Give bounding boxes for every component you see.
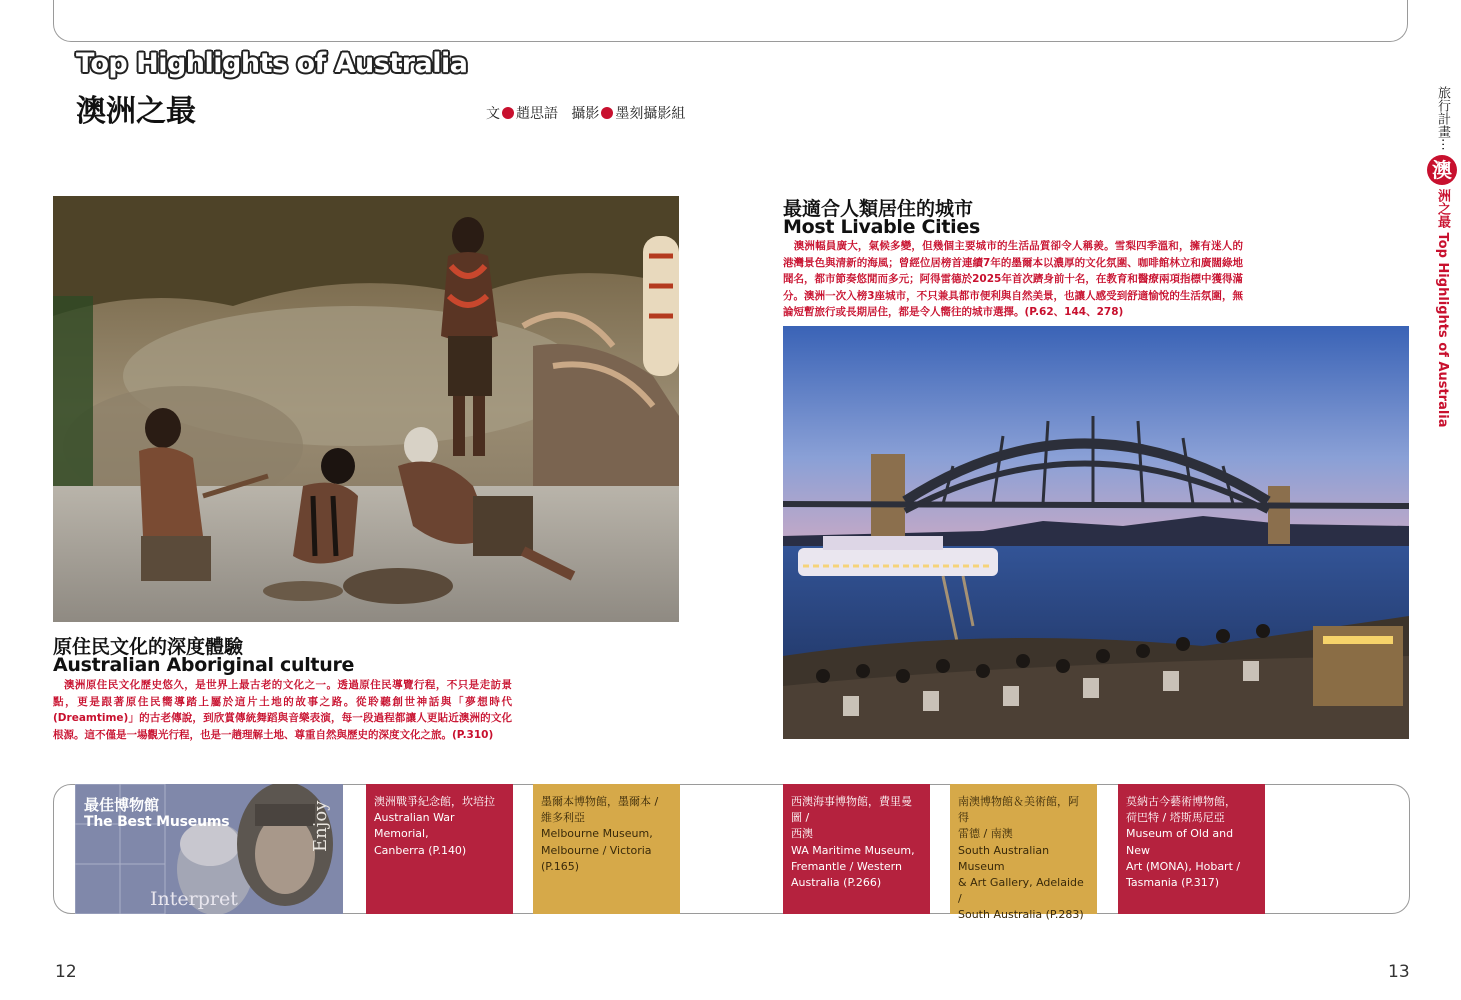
tile-line: Tasmania (P.317) xyxy=(1126,876,1220,890)
livable-heading-en: Most Livable Cities xyxy=(783,216,980,238)
page-title-en: Top Highlights of Australia xyxy=(76,48,468,79)
side-tab-circle: 澳 xyxy=(1427,155,1457,185)
tile-line: 墨爾本博物館，墨爾本 / xyxy=(541,795,659,808)
museums-collage-image xyxy=(75,784,343,914)
livable-body: 澳洲幅員廣大，氣候多變，但幾個主要城市的生活品質卻令人稱羨。雪梨四季溫和，擁有迷人的港灣景色與清新的海風；曾經位居榜首連續7年的墨爾本以濃厚的文化氛圍、咖啡館林立和廣闊綠地聞名，都市節奏悠閒而多元；阿得雷德於2025年首次躋身前十名，在教育和醫療兩項指標中獲得滿分。澳洲一次入榜3座城市，不只兼具都市便利與自然美景，也讓人感受到舒適愉悅的生活氛圍，無論短暫旅行或長期居住，都是令人嚮往的城市選擇。(P.62、144、278) xyxy=(783,240,1243,318)
red-dot-icon xyxy=(502,107,514,119)
credit-text-label: 文 xyxy=(486,106,500,122)
tile-line: 西澳 xyxy=(791,827,813,841)
collage-word-enjoy: Enjoy xyxy=(310,800,331,852)
sydney-harbour-bridge-photo xyxy=(783,326,1409,739)
page-number-left: 12 xyxy=(55,962,77,982)
tile-line: South Australia (P.283) xyxy=(958,908,1084,922)
aboriginal-body: 澳洲原住民文化歷史悠久，是世界上最古老的文化之一。透過原住民導覽行程，不只是走訪景點，更是跟著原住民嚮導踏上屬於這片土地的故事之路。從聆聽創世神話與「夢想時代(Dreamtime)」的古老傳說，到欣賞傳統舞蹈與音樂表演，每一段過程都讓人更貼近澳洲的文化根源。這不僅是一場觀光行程，也是一趟理解土地、尊重自然與歷史的深度文化之旅。(P.310) xyxy=(53,679,512,741)
tile-line: & Art Gallery, Adelaide / xyxy=(958,876,1084,906)
credits xyxy=(486,103,685,123)
tile-line: Fremantle / Western xyxy=(791,859,902,873)
side-tab-label: 旅行計畫⋯ xyxy=(1435,86,1450,151)
tile-line: Melbourne Museum, xyxy=(541,827,653,841)
tile-line: Canberra (P.140) xyxy=(374,843,467,857)
museum-tile-mona xyxy=(1118,784,1265,914)
tile-line: South Australian Museum xyxy=(958,843,1050,873)
museum-tile-melbourne-museum xyxy=(533,784,680,914)
tile-line: 西澳海事博物館，費里曼圖 / xyxy=(791,795,912,825)
tile-line: Melbourne / Victoria xyxy=(541,843,652,857)
side-chapter-tab xyxy=(1427,86,1457,428)
credit-text-author: 趙思語 xyxy=(516,106,558,122)
page-number-right: 13 xyxy=(1388,962,1410,982)
tile-line: Museum of Old and New xyxy=(1126,827,1234,857)
tile-line: Art (MONA), Hobart / xyxy=(1126,859,1241,873)
red-dot-icon xyxy=(601,107,613,119)
tile-line: 雷德 / 南澳 xyxy=(958,827,1013,841)
aboriginal-heading-en: Australian Aboriginal culture xyxy=(53,654,355,676)
tile-line: Australia (P.266) xyxy=(791,876,882,890)
tile-line: 莫納古今藝術博物館， xyxy=(1126,795,1236,808)
tile-line: Australian War Memorial, xyxy=(374,811,455,841)
collage-word-interpret: Interpret xyxy=(150,888,238,910)
page-title-zh: 澳洲之最 xyxy=(76,94,196,129)
tile-line: 荷巴特 / 塔斯馬尼亞 xyxy=(1126,811,1225,825)
credit-photo-author: 墨刻攝影組 xyxy=(615,106,686,122)
tile-line: 澳洲戰爭紀念館，坎培拉 xyxy=(374,795,495,808)
aboriginal-heading-zh: 原住民文化的深度體驗 xyxy=(53,636,244,658)
tile-line: 南澳博物館＆美術館，阿得 xyxy=(958,795,1079,825)
credit-photo-label: 攝影 xyxy=(571,106,600,122)
museums-title-en: The Best Museums xyxy=(84,814,230,830)
top-page-frame xyxy=(53,0,1408,42)
tile-line: 維多利亞 xyxy=(541,811,585,825)
tile-line: WA Maritime Museum, xyxy=(791,843,915,857)
side-tab-title: 洲之最 Top Highlights of Australia xyxy=(1435,189,1450,428)
museum-tile-south-australian-museum xyxy=(950,784,1097,922)
livable-heading-zh: 最適合人類居住的城市 xyxy=(783,198,974,220)
aboriginal-performance-photo xyxy=(53,196,679,622)
tile-line: (P.165) xyxy=(541,859,579,873)
museum-tile-australian-war-memorial xyxy=(366,784,513,914)
museum-tile-wa-maritime-museum xyxy=(783,784,930,914)
museums-title-zh: 最佳博物館 xyxy=(84,796,160,814)
